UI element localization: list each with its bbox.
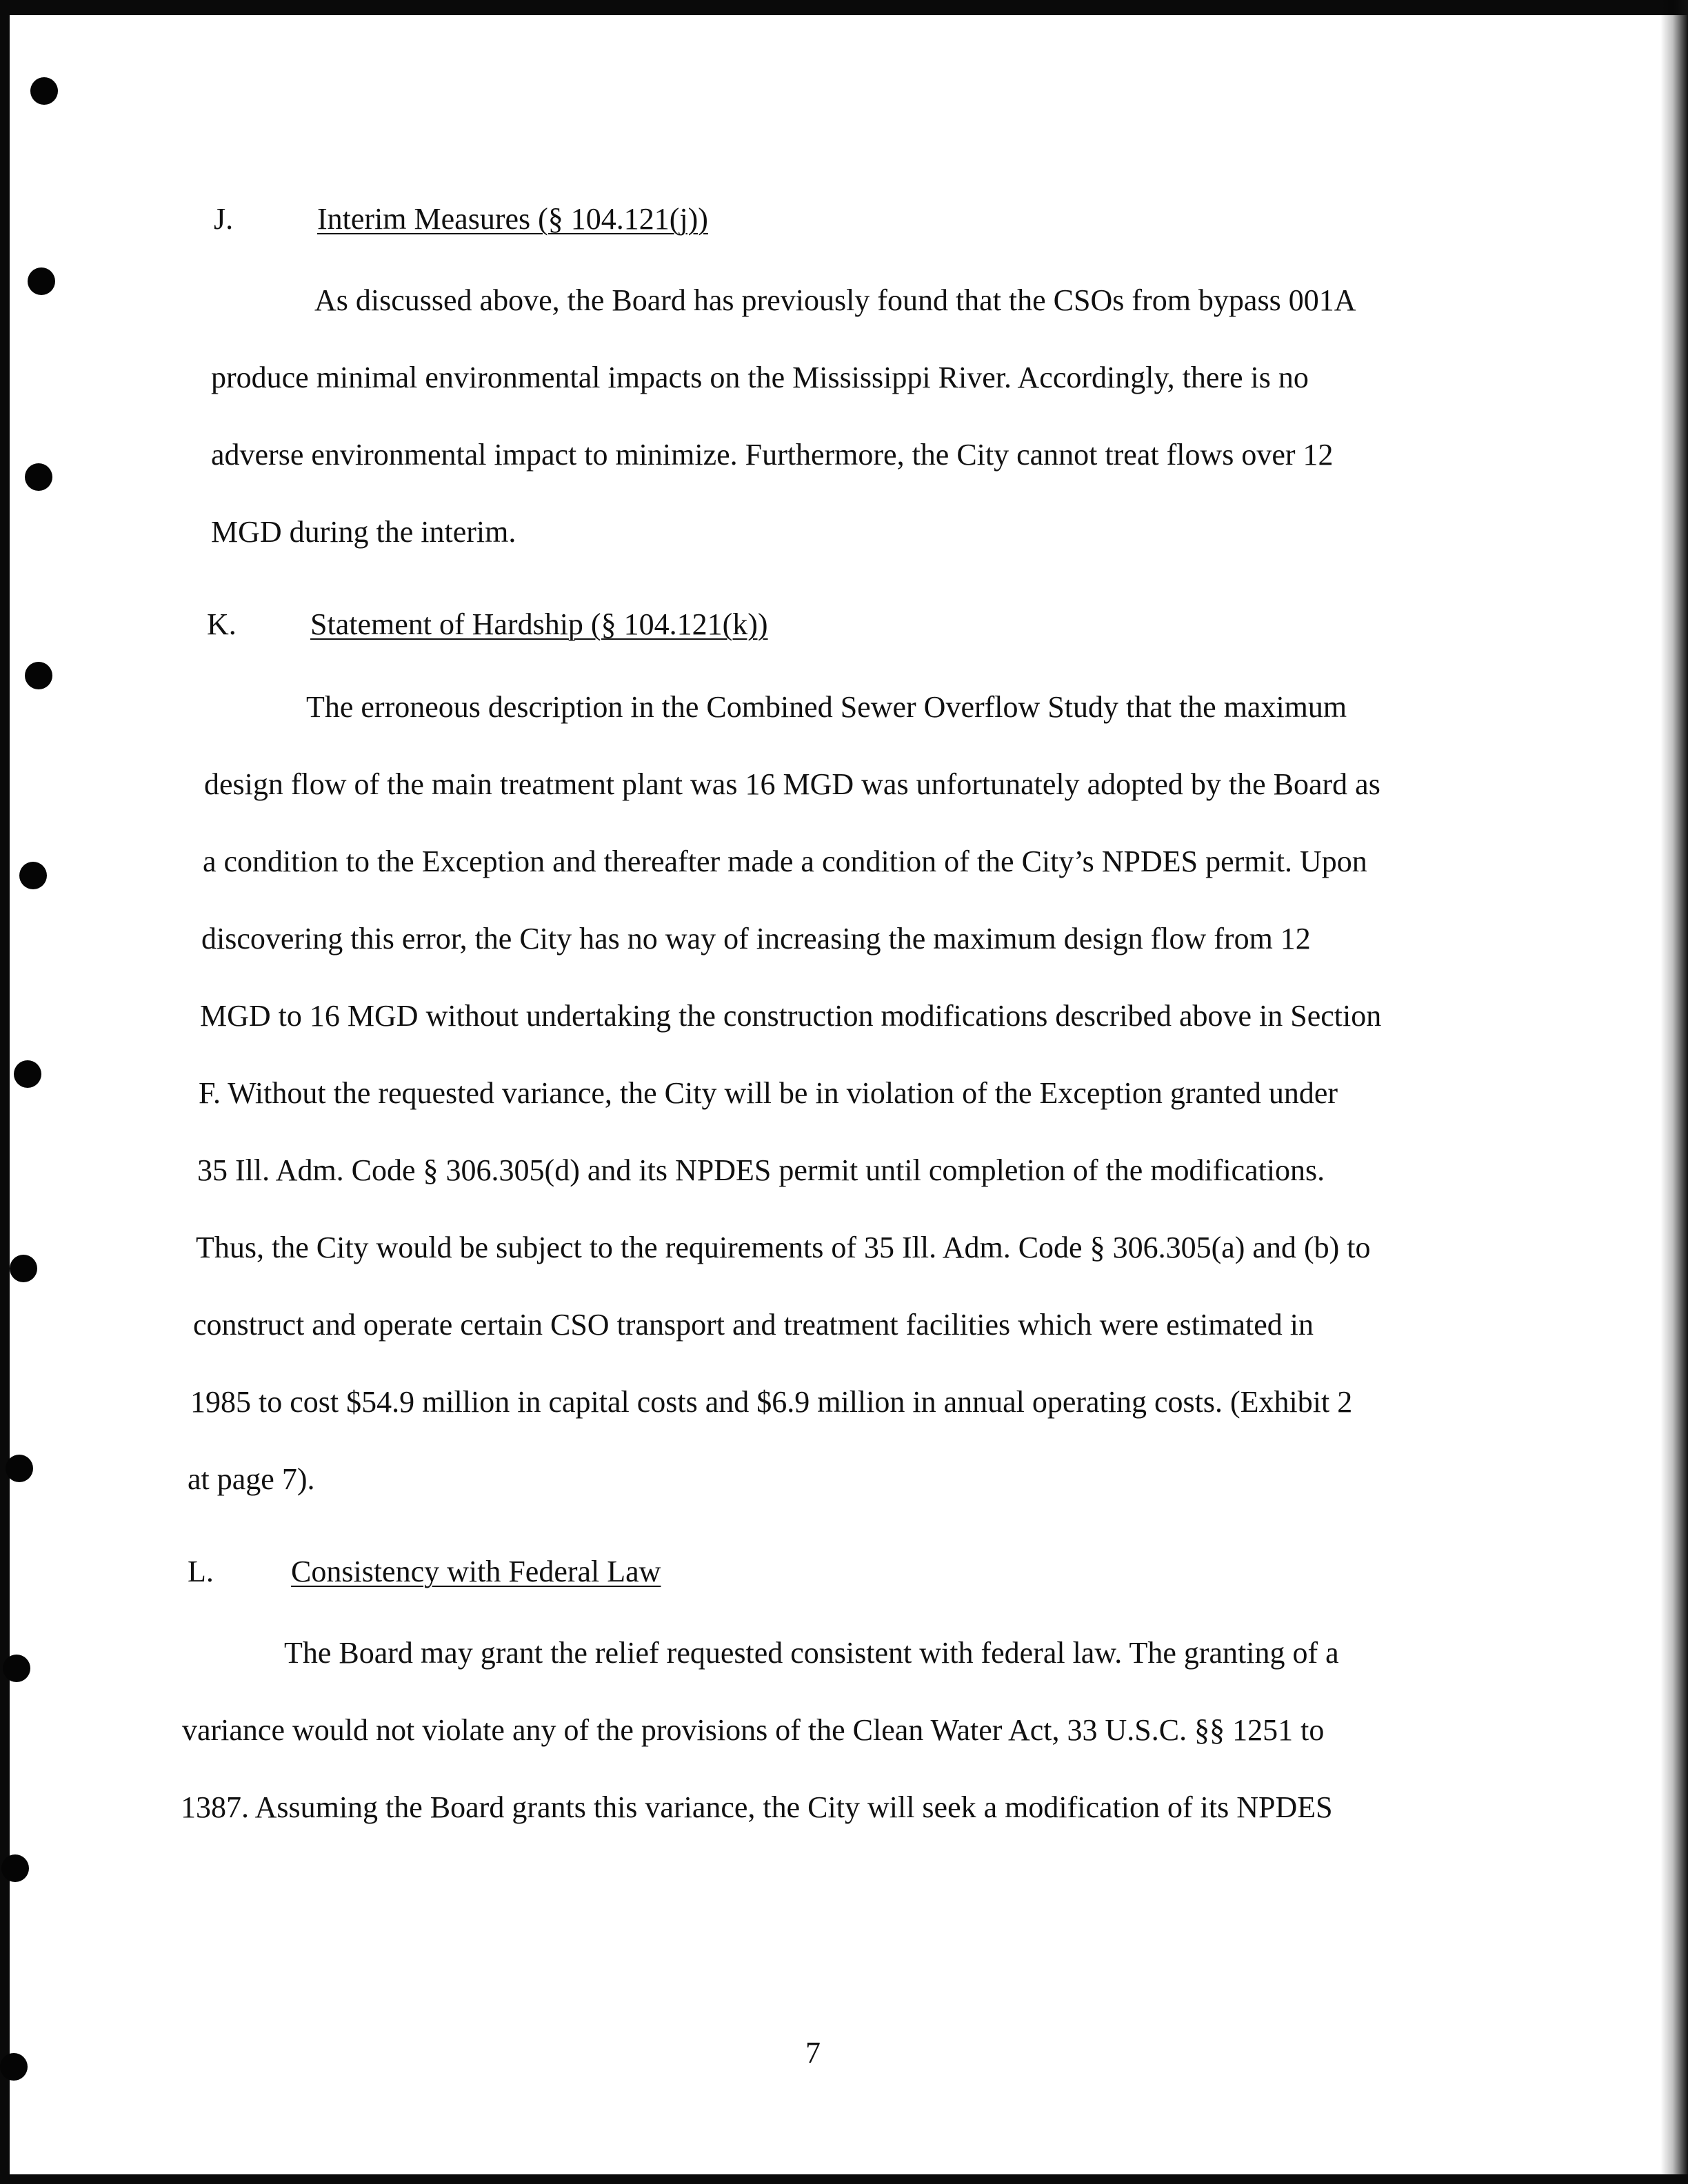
section-k-line: 35 Ill. Adm. Code § 306.305(d) and its NPDES permit until completion of the modifications. (197, 1153, 1325, 1187)
section-j-title: Interim Measures (§ 104.121(j)) (317, 202, 708, 236)
section-k-heading (207, 605, 768, 644)
section-j-letter: J. (214, 202, 234, 236)
section-k-title: Statement of Hardship (§ 104.121(k)) (310, 607, 768, 641)
section-l-letter: L. (188, 1555, 214, 1588)
section-k-line: Thus, the City would be subject to the requirements of 35 Ill. Adm. Code § 306.305(a) and (b) to (196, 1231, 1371, 1264)
section-k-line: a condition to the Exception and thereafter made a condition of the City’s NPDES permit. Upon (203, 845, 1367, 878)
section-k-line: construct and operate certain CSO transport and treatment facilities which were estimated in (193, 1308, 1314, 1342)
section-j-line: produce minimal environmental impacts on the Mississippi River. Accordingly, there is no (211, 361, 1309, 394)
section-k-line: 1985 to cost $54.9 million in capital costs and $6.9 million in annual operating costs. (Exhibit 2 (190, 1385, 1353, 1419)
section-k-line: discovering this error, the City has no way of increasing the maximum design flow from 12 (201, 922, 1311, 956)
page-number: 7 (805, 2036, 821, 2070)
section-l-line: variance would not violate any of the provisions of the Clean Water Act, 33 U.S.C. §§ 1251 to (182, 1713, 1325, 1747)
section-j-line: As discussed above, the Board has previously found that the CSOs from bypass 001A (314, 283, 1356, 317)
section-l-title: Consistency with Federal Law (291, 1555, 661, 1588)
section-l-line: The Board may grant the relief requested consistent with federal law. The granting of a (284, 1636, 1339, 1670)
section-k-letter: K. (207, 607, 237, 641)
section-k-line: F. Without the requested variance, the City will be in violation of the Exception granted under (199, 1076, 1338, 1110)
section-j-line: MGD during the interim. (211, 515, 516, 549)
section-k-line: design flow of the main treatment plant was 16 MGD was unfortunately adopted by the Board as (204, 767, 1380, 801)
section-l-heading (188, 1553, 661, 1591)
section-j-line: adverse environmental impact to minimize. Furthermore, the City cannot treat flows over 12 (211, 438, 1334, 472)
section-k-line: at page 7). (188, 1462, 315, 1496)
section-k-line: The erroneous description in the Combined Sewer Overflow Study that the maximum (306, 690, 1347, 724)
section-j-heading (214, 200, 708, 239)
section-l-line: 1387. Assuming the Board grants this variance, the City will seek a modification of its NPDES (181, 1790, 1333, 1824)
section-k-line: MGD to 16 MGD without undertaking the construction modifications described above in Section (200, 999, 1382, 1033)
